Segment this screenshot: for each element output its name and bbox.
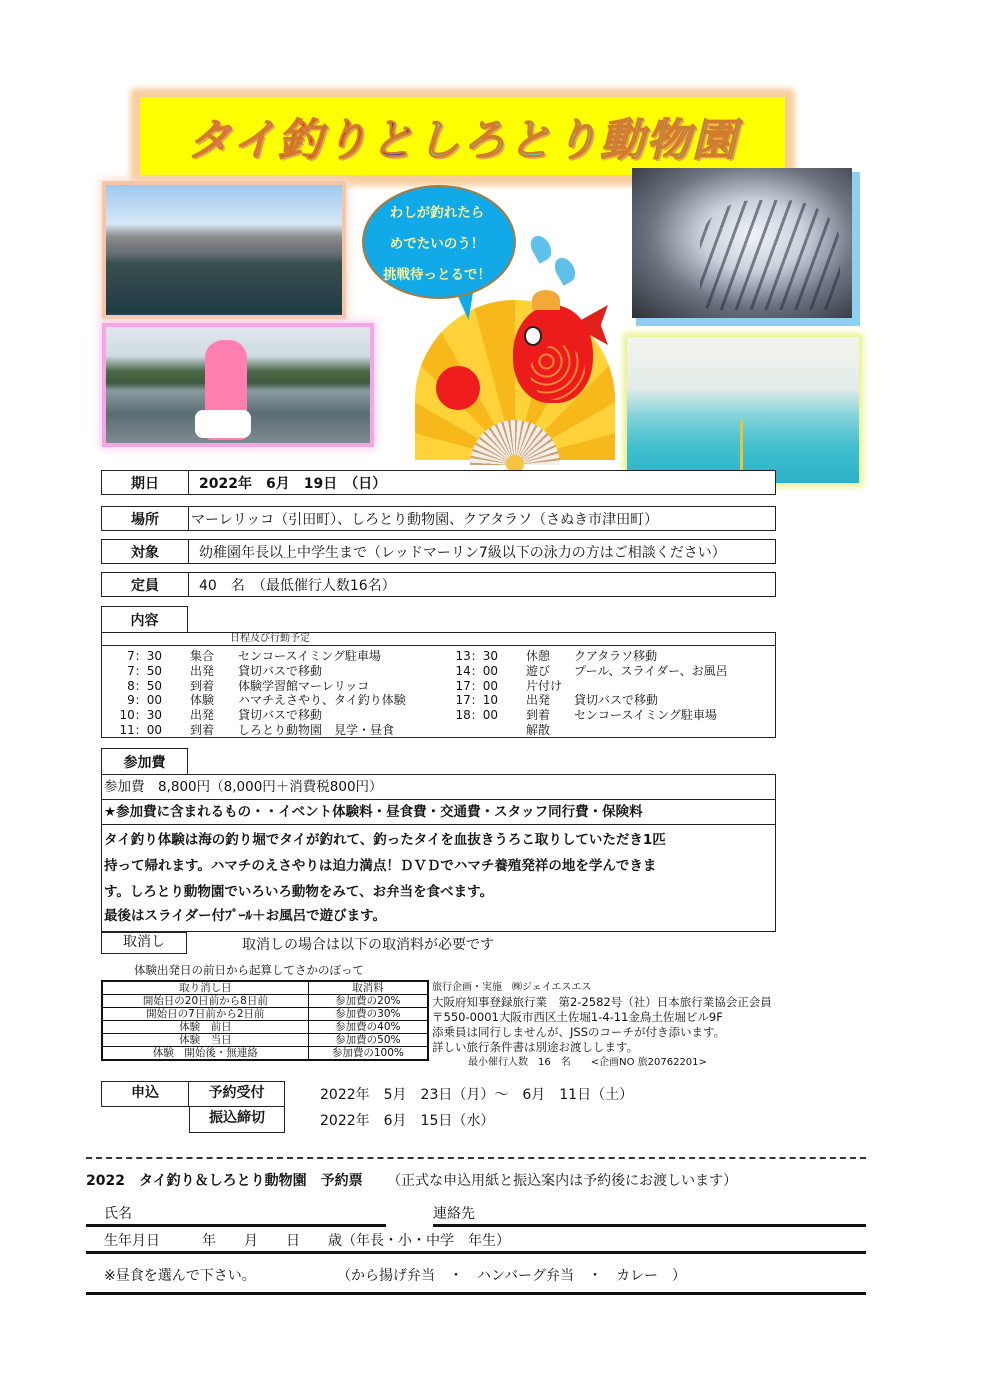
cancellation-note: 取消しの場合は以下の取消料が必要です (242, 937, 494, 953)
page-title (187, 104, 738, 168)
table-row (102, 1021, 428, 1034)
schedule-action: 体験 (190, 693, 215, 708)
name-label: 氏名 (104, 1206, 132, 1222)
capacity-row (101, 572, 776, 597)
place-value: マーレリッコ（引田町）、しろとり動物園、クアタラソ（さぬき市津田町） (191, 511, 659, 528)
schedule-detail: クアタラソ移動 (574, 649, 658, 663)
cancel-period: 開始日の20日前から8日前 (102, 995, 308, 1008)
cancel-period: 体験 前日 (102, 1021, 308, 1034)
schedule-time: 17：10 (455, 693, 498, 708)
cancel-period: 開始日の7日前から2日前 (102, 1008, 308, 1021)
reception-period: 2022年 5月 23日（月）～ 6月 11日（土） (320, 1087, 634, 1103)
schedule-detail: センコースイミング駐車場 (574, 708, 717, 723)
column-header: 取消料 (308, 981, 428, 995)
content-label: 内容 (101, 606, 188, 632)
schedule-detail: 貸切バスで移動 (574, 693, 659, 708)
birthdate-label: 生年月日 年 月 日 歳（年長・小・中学 年生） (104, 1233, 510, 1249)
capacity-label: 定員 (102, 573, 189, 596)
cancel-fee: 参加費の100% (308, 1047, 428, 1061)
name-field[interactable] (86, 1224, 386, 1227)
schedule-time: 11：00 (119, 722, 162, 737)
cancel-fee: 参加費の20% (308, 995, 428, 1008)
schedule-header: 日程及び行動予定 (101, 632, 776, 646)
lunch-options[interactable]: （から揚げ弁当 ・ ハンバーグ弁当 ・ カレー ） (337, 1268, 687, 1284)
table-row (102, 1034, 428, 1047)
description-line: 持って帰れます。ハマチのえさやりは迫力満点！ＤＶＤでハマチ養殖発祥の地を学んできま (104, 858, 657, 874)
contact-label: 連絡先 (433, 1206, 475, 1222)
target-label: 対象 (102, 540, 189, 563)
schedule-action: 到着 (190, 678, 215, 693)
reservation-form-title (86, 1170, 737, 1190)
schedule-action: 解散 (526, 722, 551, 737)
fee-price: 参加費 8,800円（8,000円＋消費税800円） (102, 775, 775, 800)
cancellation-sub-note: 体験出発日の前日から起算してさかのぼって (134, 963, 364, 977)
schedule-item (102, 664, 406, 679)
form-title-main: 2022 タイ釣り＆しろとり動物園 予約票 (86, 1173, 363, 1189)
schedule-detail: プール、スライダー、お風呂 (574, 663, 728, 678)
schedule-item (438, 649, 728, 664)
schedule-time: 10：30 (119, 708, 162, 723)
cancel-fee: 参加費の40% (308, 1021, 428, 1034)
cancellation-fee-table (101, 980, 429, 1061)
schedule-detail: センコースイミング駐車場 (238, 649, 381, 663)
girl-skirt (195, 410, 251, 438)
schedule-action: 出発 (526, 693, 551, 708)
table-row (102, 1008, 428, 1021)
agency-line: 添乗員は同行しませんが、JSSのコーチが付き添います。 (432, 1025, 726, 1039)
schedule-detail: しろとり動物園 見学・昼食 (238, 722, 395, 737)
payment-deadline-label: 振込締切 (189, 1107, 285, 1133)
date-value: 2022年 6月 19日 （日） (199, 475, 387, 492)
schedule-time: 7：50 (127, 663, 162, 678)
place-label: 場所 (102, 507, 189, 530)
application-label: 申込 (101, 1081, 189, 1107)
title-part-zoo: しろとり動物園 (416, 115, 739, 166)
title-part-tai: タイ (186, 115, 279, 166)
schedule-action: 出発 (190, 663, 215, 678)
description-line: 最後はスライダー付ﾌﾟｰﾙ＋お風呂で遊びます。 (104, 908, 387, 924)
bubble-line: 挑戦待っとるで！ (383, 267, 491, 283)
schedule-item (438, 723, 728, 738)
lunch-field-line (86, 1292, 866, 1295)
sea-bream-fin-icon (532, 290, 560, 310)
date-row (101, 470, 776, 495)
schedule-action: 集合 (190, 649, 215, 663)
title-part-to: と (370, 115, 417, 166)
schedule-item (102, 723, 406, 738)
cancel-period: 体験 当日 (102, 1034, 308, 1047)
schedule-item (438, 693, 728, 708)
fee-description (102, 825, 775, 931)
water-drop-icon (527, 232, 556, 264)
schedule-detail: 貸切バスで移動 (238, 708, 323, 723)
schedule-item (102, 649, 406, 664)
target-value: 幼稚園年長以上中学生まで（レッドマーリン7級以下の泳力の方はご相談ください） (199, 544, 726, 561)
description-line: す。しろとり動物園でいろいろ動物をみて、お弁当を食べます。 (104, 884, 494, 900)
plum-blossom-icon (440, 370, 476, 406)
schedule-table (101, 646, 776, 738)
schedule-detail: 体験学習館マーレリッコ (238, 678, 370, 693)
date-label: 期日 (102, 471, 189, 494)
schedule-action: 休憩 (526, 649, 551, 663)
bubble-line: めでたいのう！ (389, 236, 485, 252)
title-part-tsuri: 釣り (278, 115, 371, 166)
agency-line: 旅行企画・実施 ㈱ジェイエスエス (432, 982, 592, 993)
sea-bream-eye-icon (524, 326, 542, 346)
schedule-item (102, 693, 406, 708)
schedule-action: 到着 (190, 722, 215, 737)
column-header: 取り消し日 (102, 981, 308, 995)
agency-info (432, 980, 772, 1070)
title-banner (140, 97, 785, 175)
place-row (101, 506, 776, 531)
agency-line: 大阪府知事登録旅行業 第2-2582号（社）日本旅行業協会正会員 (432, 995, 772, 1009)
description-line: タイ釣り体験は海の釣り堀でタイが釣れて、釣ったタイを血抜きうろこ取りしていただき1匹 (104, 832, 666, 848)
table-row (102, 1047, 428, 1061)
cancellation-label: 取消し (101, 932, 187, 954)
schedule-item (438, 708, 728, 723)
schedule-item (438, 664, 728, 679)
fee-box (101, 774, 776, 932)
cancel-fee: 参加費の50% (308, 1034, 428, 1047)
table-header-row (102, 981, 428, 995)
contact-field[interactable] (433, 1224, 866, 1227)
agency-line: 最小催行人数 16 名 <企画NO 旅20762201> (468, 1057, 707, 1068)
agency-line: 〒550-0001大阪市西区土佐堀1-4-11金鳥土佐堀ビル9F (432, 1010, 723, 1024)
reception-label: 予約受付 (189, 1081, 285, 1107)
schedule-time: 18：00 (455, 708, 498, 723)
birthdate-field[interactable] (86, 1251, 866, 1254)
fishing-pier-group-photo (106, 185, 342, 315)
indoor-pool-photo (627, 337, 859, 483)
form-title-note: （正式な申込用紙と振込案内は予約後にお渡しいます） (387, 1173, 738, 1189)
payment-deadline: 2022年 6月 15日（水） (320, 1113, 495, 1129)
bubble-line: わしが釣れたら (389, 205, 485, 221)
schedule-item (438, 679, 728, 694)
schedule-detail: 貸切バスで移動 (238, 663, 323, 678)
schedule-time: 13：30 (455, 649, 498, 663)
tiger-stripes (700, 200, 840, 310)
agency-line: 詳しい旅行条件書は別途お渡しします。 (432, 1040, 639, 1054)
target-row (101, 539, 776, 564)
schedule-action: 到着 (526, 708, 551, 723)
schedule-time: 8：50 (127, 678, 162, 693)
fee-includes: ★参加費に含まれるもの・・イベント体験料・昼食費・交通費・スタッフ同行費・保険料 (102, 800, 775, 825)
cancel-period: 体験 開始後・無連絡 (102, 1047, 308, 1061)
capacity-value: 40 名 （最低催行人数16名） (199, 577, 396, 594)
schedule-action: 遊び (526, 663, 551, 678)
sea-bream-scales-icon (530, 345, 585, 400)
schedule-left-column (102, 649, 406, 738)
schedule-time: 17：00 (455, 678, 498, 693)
schedule-time: 7：30 (127, 649, 162, 663)
schedule-action: 出発 (190, 708, 215, 723)
lunch-label: ※昼食を選んで下さい。 (104, 1268, 256, 1284)
speech-bubble-text (362, 198, 512, 291)
schedule-item (102, 708, 406, 723)
schedule-action: 片付け (526, 678, 563, 693)
schedule-time: 14：00 (455, 663, 498, 678)
schedule-time (438, 723, 526, 738)
schedule-right-column (438, 649, 728, 738)
fee-label: 参加費 (101, 748, 188, 774)
water-drop-icon (551, 254, 580, 286)
cancel-fee: 参加費の30% (308, 1008, 428, 1021)
schedule-detail: ハマチえさやり、タイ釣り体験 (238, 693, 406, 708)
table-row (102, 995, 428, 1008)
schedule-item (102, 679, 406, 694)
cut-line (86, 1157, 866, 1159)
schedule-time: 9：00 (127, 693, 162, 708)
